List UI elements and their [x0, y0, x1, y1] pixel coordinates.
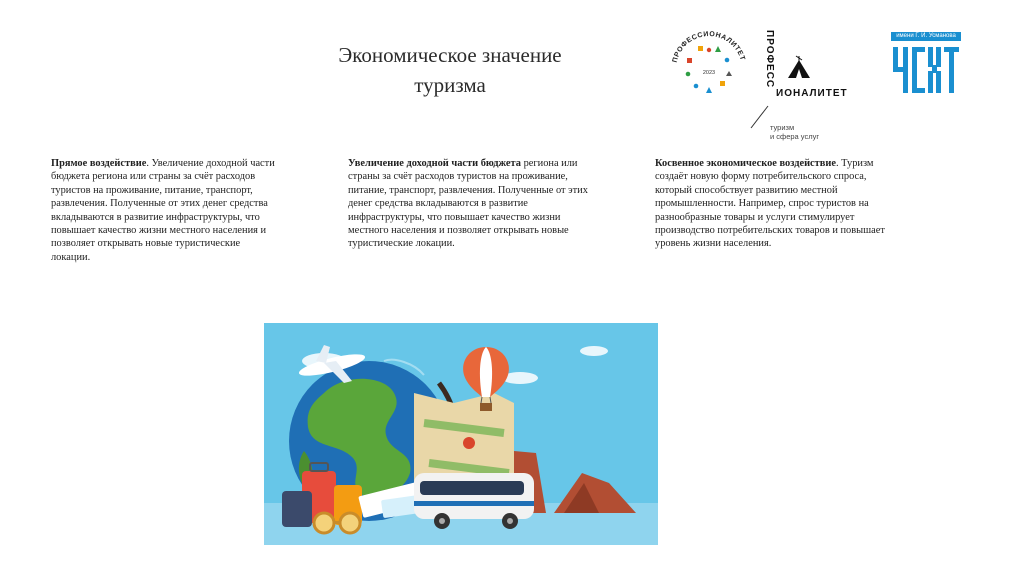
- ring-text: ПРОФЕССИОНАЛИТЕТ: [671, 30, 746, 64]
- slide-title-line1: Экономическое значение: [338, 43, 562, 67]
- prof-logo-vertical: ПРОФЕСС: [764, 30, 775, 89]
- prof-logo-subtitle: [770, 123, 819, 141]
- column-indirect-impact: [655, 157, 895, 251]
- prof-logo-horizontal: ИОНАЛИТЕТ: [776, 88, 848, 99]
- column-heading: Увеличение доходной части бюджета: [348, 158, 521, 169]
- svg-text:ПРОФЕССИОНАЛИТЕТ: [672, 31, 746, 63]
- prof-sub-line1: туризм: [770, 123, 795, 132]
- tourism-illustration: [264, 323, 658, 545]
- column-text: региона или страны за счёт расходов туристов на проживание, питание, транспорт, развлечения. Полученные от этих денег средства вкладываются в развитие инфраструктуры, что повышает качество жизни местного населения и позволяет открывать новые туристические локации.: [348, 158, 588, 250]
- professionalitet-ring-logo: [664, 24, 754, 114]
- slide-title: [300, 40, 600, 100]
- column-direct-impact: [51, 157, 279, 264]
- column-text: . Туризм создаёт новую форму потребительского спроса, который способствует развитию местной промышленности. Например, спрос туристов на разнообразные товары и услуги стимулирует производство потребительских товаров и повышает уровень жизни населения.: [655, 158, 885, 250]
- column-heading: Косвенное экономическое воздействие: [655, 158, 836, 169]
- tent-icon: [786, 54, 812, 80]
- column-text: . Увеличение доходной части бюджета региона или страны за счёт расходов туристов на проживание, питание, транспорт, развлечения. Полученные от этих денег средства вкладываются в развитие инфраструктуры, что повышает качество жизни местного населения и позволяет открывать новые туристические локации.: [51, 158, 275, 263]
- college-logo-caption: имени Г. И. Усманова: [891, 32, 961, 41]
- slide-title-line2: туризма: [414, 73, 486, 97]
- college-logo: [891, 41, 961, 98]
- ring-year: 2023: [702, 70, 716, 76]
- prof-sub-line2: и сфера услуг: [770, 132, 820, 141]
- column-budget-income: [348, 157, 593, 251]
- column-heading: Прямое воздействие: [51, 158, 147, 169]
- logo-diagonal-line: [748, 104, 770, 130]
